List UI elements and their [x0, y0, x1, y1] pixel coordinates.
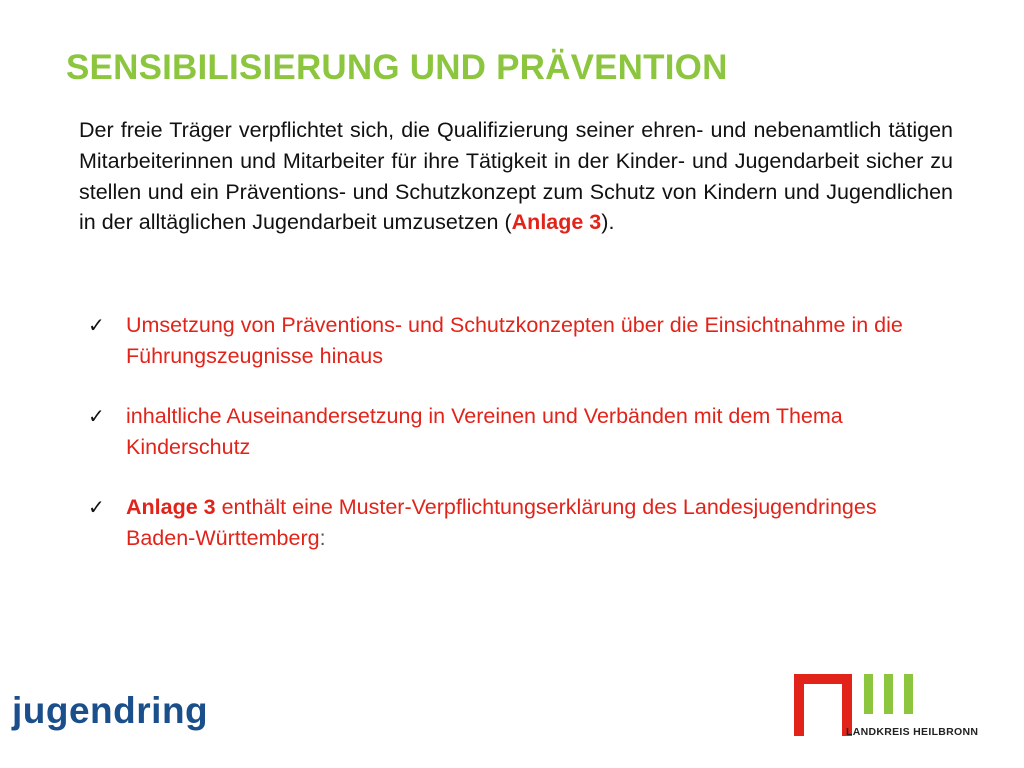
bullet-item [88, 401, 928, 462]
checkmark-icon: ✓ [88, 313, 105, 337]
bullet-highlight: Anlage 3 [126, 495, 216, 519]
logo-bar-3 [904, 674, 913, 714]
checkmark-icon: ✓ [88, 404, 105, 428]
intro-highlight: Anlage 3 [511, 210, 602, 235]
intro-text-before: Der freie Träger verpflichtet sich, die Qualifizierung seiner ehren- und nebenamtlich tätigen Mitarbeiterinnen und Mitarbeiter für ihre Tätigkeit in der Kinder- und Jugendarbeit sicher zu stellen und ein Präventions- und Schutzkonzept zum Schutz von Kindern und Jugendlichen in der alltäglichen Jugendarbeit umzusetzen ( [79, 118, 953, 235]
bullet-text: inhaltliche Auseinandersetzung in Vereinen und Verbänden mit dem Thema Kinderschutz [126, 404, 843, 459]
bullet-suffix: : [319, 525, 326, 550]
intro-text-after: ). [601, 210, 615, 235]
landkreis-logo-text: LANDKREIS HEILBRONN [846, 726, 979, 738]
logo-red-frame [794, 674, 852, 736]
bullet-item [88, 492, 928, 553]
bullet-text: Umsetzung von Präventions- und Schutzkonzepten über die Einsichtnahme in die Führungszeugnisse hinaus [126, 313, 903, 368]
checkmark-icon: ✓ [88, 495, 105, 519]
bullet-list [88, 310, 928, 583]
logo-bar-1 [864, 674, 873, 714]
bullet-text: enthält eine Muster-Verpflichtungserklärung des Landesjugendringes Baden-Württemberg [126, 495, 877, 550]
bullet-item [88, 310, 928, 371]
jugendring-logo: jugendring [12, 690, 209, 731]
logo-bar-2 [884, 674, 893, 714]
intro-paragraph [79, 115, 953, 238]
slide-title: SENSIBILISIERUNG UND PRÄVENTION [66, 48, 728, 87]
